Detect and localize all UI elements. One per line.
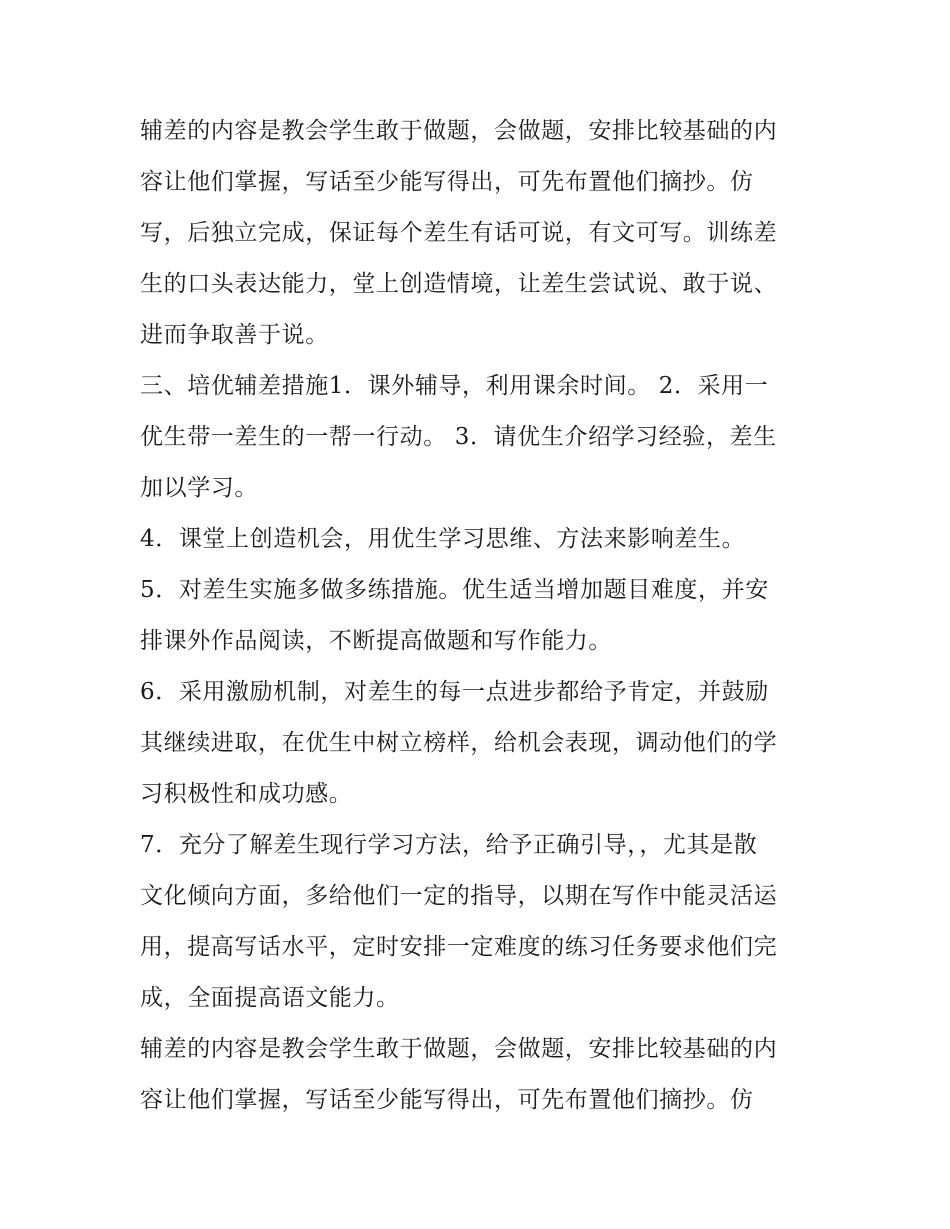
text-line: 4．课堂上创造机会，用优生学习思维、方法来影响差生。	[140, 526, 746, 552]
text-line: 习积极性和成功感。	[140, 781, 353, 807]
paragraph-measures-heading	[140, 361, 830, 514]
text-line: 7．充分了解差生现行学习方法，给予正确引导，，尤其是散	[140, 832, 758, 858]
text-line: 三、培优辅差措施1．课外辅导，利用课余时间。 2．采用一	[140, 373, 769, 399]
paragraph-item-4	[140, 514, 830, 565]
text-line: 辅差的内容是教会学生敢于做题，会做题，安排比较基础的内	[140, 118, 778, 144]
paragraph-item-7	[140, 820, 830, 1024]
text-line: 容让他们掌握，写话至少能写得出，可先布置他们摘抄。仿	[140, 169, 754, 195]
text-line: 排课外作品阅读，不断提高做题和写作能力。	[140, 628, 612, 654]
paragraph-item-5	[140, 565, 830, 667]
text-line: 6．采用激励机制，对差生的每一点进步都给予肯定，并鼓励	[140, 679, 769, 705]
text-line: 辅差的内容是教会学生敢于做题，会做题，安排比较基础的内	[140, 1036, 778, 1062]
text-line: 成，全面提高语文能力。	[140, 985, 400, 1011]
text-line: 写，后独立完成，保证每个差生有话可说，有文可写。训练差	[140, 220, 778, 246]
text-line: 用，提高写话水平，定时安排一定难度的练习任务要求他们完	[140, 934, 778, 960]
paragraph-remedial-content-repeat	[140, 1024, 830, 1126]
text-line: 其继续进取，在优生中树立榜样，给机会表现，调动他们的学	[140, 730, 778, 756]
text-line: 优生带一差生的一帮一行动。 3．请优生介绍学习经验，差生	[140, 424, 777, 450]
paragraph-item-6	[140, 667, 830, 820]
text-line: 5．对差生实施多做多练措施。优生适当增加题目难度，并安	[140, 577, 769, 603]
paragraph-remedial-content	[140, 106, 830, 361]
text-line: 加以学习。	[140, 475, 258, 501]
text-line: 文化倾向方面，多给他们一定的指导，以期在写作中能灵活运	[140, 883, 778, 909]
document-body	[140, 106, 830, 1126]
text-line: 生的口头表达能力，堂上创造情境，让差生尝试说、敢于说、	[140, 271, 778, 297]
text-line: 容让他们掌握，写话至少能写得出，可先布置他们摘抄。仿	[140, 1087, 754, 1113]
text-line: 进而争取善于说。	[140, 322, 329, 348]
